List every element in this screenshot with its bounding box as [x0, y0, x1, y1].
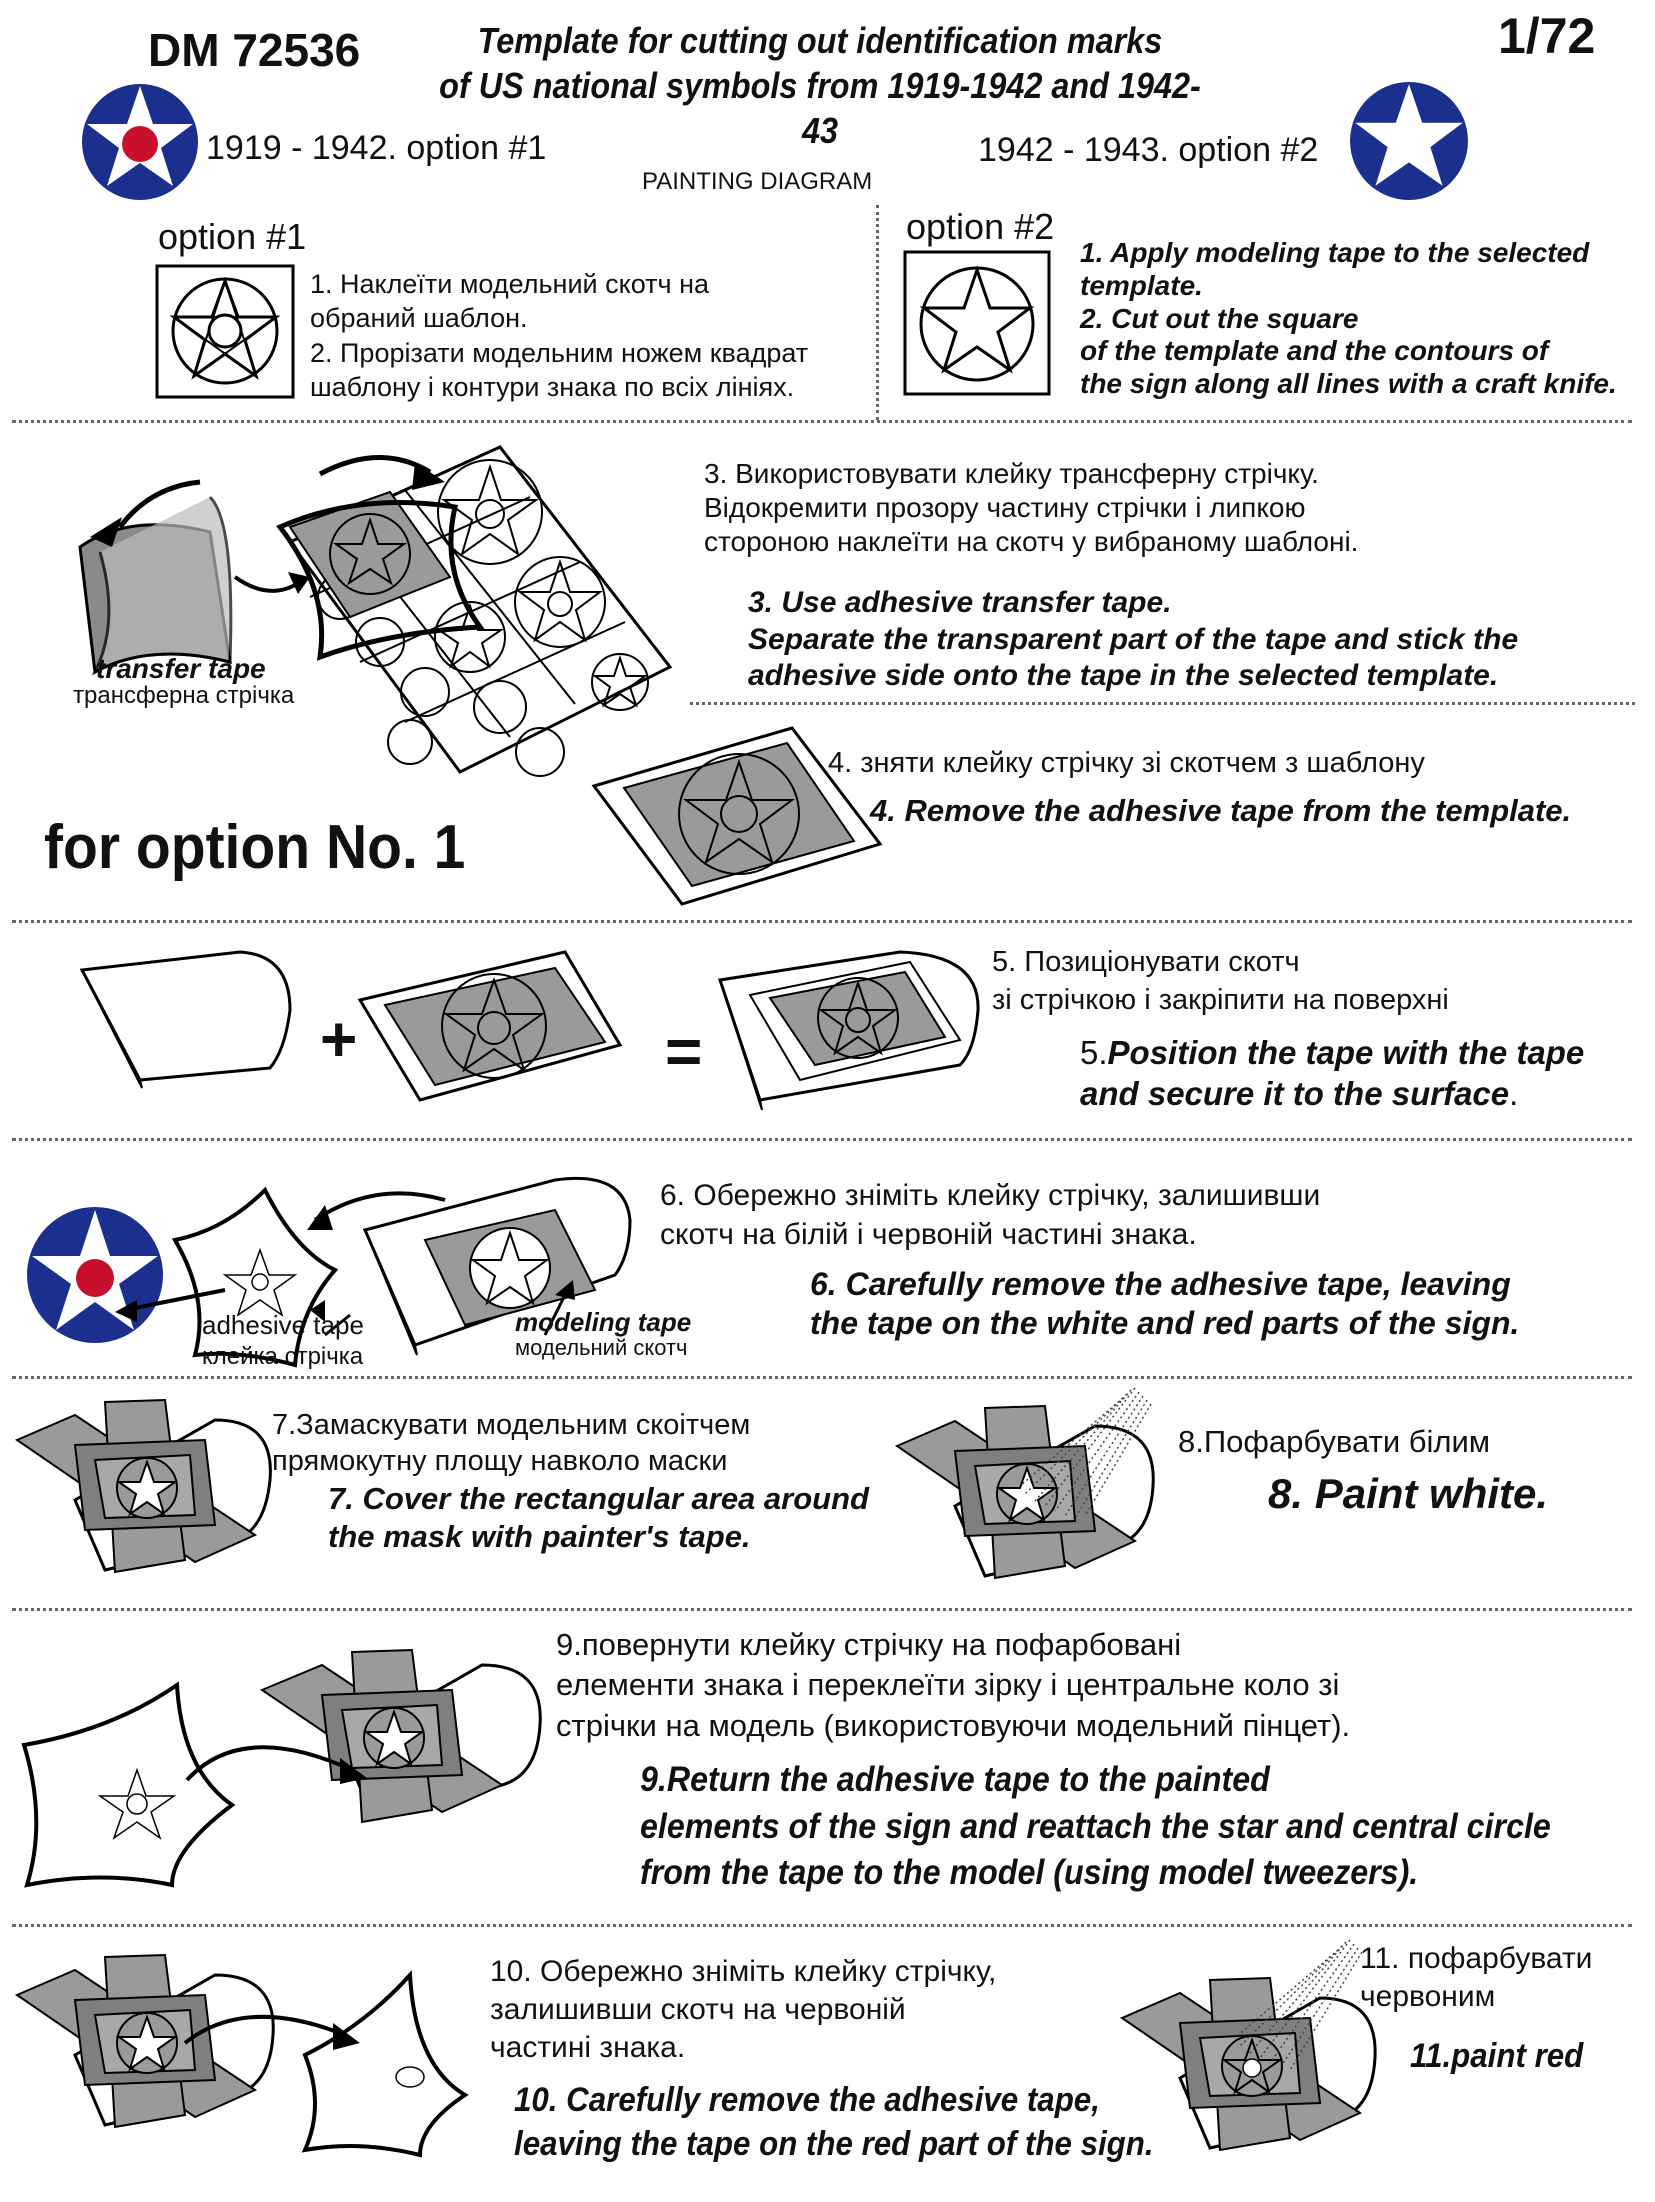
option2-label: 1942 - 1943. option #2 [978, 131, 1319, 169]
step7-en: 7. Cover the rectangular area around the mask with painter's tape. [328, 1481, 869, 1554]
template-star-icon [903, 250, 1051, 396]
step8-en: 8. Paint white. [1268, 1470, 1549, 1517]
template-pentagram-icon [155, 264, 295, 399]
separator [12, 1376, 1632, 1379]
plus-sign: + [320, 1003, 358, 1075]
step4-ua: 4. зняти клейку стрічку зі скотчем з шаблону [828, 747, 1425, 779]
paint-white-diagram [895, 1386, 1165, 1581]
step11-ua: 11. пофарбувати червоним [1360, 1942, 1593, 2013]
masked-wing-diagram-7 [15, 1400, 280, 1575]
adhesive-tape-label-en: adhesive tape [202, 1310, 364, 1340]
step6-ua: 6. Обережно зніміть клейку стрічку, залишивши скотч на білій і червоній частині знака. [660, 1179, 1321, 1251]
position-tape-diagram [80, 950, 980, 1130]
transfer-tape-label-ua: трансферна стрічка [73, 682, 295, 709]
modeling-tape-label-en: modeling tape [515, 1307, 692, 1337]
return-tape-diagram [22, 1650, 542, 1890]
option1-title: option #1 [158, 216, 307, 257]
separator [12, 920, 1632, 923]
step11-en: 11.paint red [1410, 2037, 1584, 2075]
step7-ua: 7.Замаскувати модельним скоітчем прямокутну площу навколо маски [272, 1409, 751, 1478]
separator [690, 702, 1635, 705]
roundel-1942-icon [1348, 80, 1470, 202]
separator [12, 1608, 1632, 1611]
step5-ua: 5. Позиціонувати скотч зі стрічкою і закріпити на поверхні [992, 946, 1449, 1016]
adhesive-tape-label-ua: клейка стрічка [202, 1343, 364, 1370]
transfer-tape-label-en: transfer tape [96, 653, 266, 684]
step9-en: 9.Return the adhesive tape to the painted elements of the sign and reattach the star and central circle from the tape to the model (using model tweezers). [640, 1760, 1551, 1893]
separator [12, 420, 1632, 423]
roundel-1919-icon [80, 82, 200, 202]
option-divider [876, 205, 879, 420]
product-code: DM 72536 [148, 24, 361, 76]
painting-diagram-label: PAINTING DIAGRAM [642, 168, 873, 195]
scale-label: 1/72 [1498, 8, 1596, 64]
step5-en: 5.Position the tape with the tape and secure it to the surface. [1080, 1034, 1585, 1113]
step3-ua: 3. Використовувати клейку трансферну стрічку. Відокремити прозору частину стрічки і липкою стороною наклеїти на скотч у вибраному шаблоні. [704, 458, 1359, 558]
option2-steps: 1. Apply modeling tape to the selected template. 2. Cut out the square of the template and the contours of the sign along all lines with a craft knife. [1080, 237, 1617, 399]
step9-ua: 9.повернути клейку стрічку на пофарбовані елементи знака і переклеїти зірку і центральне коло зі стрічки на модель (використовуючи модельний пінцет). [556, 1627, 1351, 1743]
step10-ua: 10. Обережно зніміть клейку стрічку, залишивши скотч на червоній частині знака. [490, 1955, 997, 2065]
option1-label: 1919 - 1942. option #1 [206, 129, 547, 167]
step3-en: 3. Use adhesive transfer tape. Separate the transparent part of the tape and stick the adhesive side onto the tape in the selected template. [748, 586, 1519, 693]
separator [12, 1138, 1632, 1141]
equals-sign: = [665, 1015, 703, 1087]
modeling-tape-label-ua: модельний скотч [515, 1335, 688, 1360]
step6-en: 6. Carefully remove the adhesive tape, leaving the tape on the white and red parts of the sign. [810, 1266, 1520, 1342]
step10-en: 10. Carefully remove the adhesive tape, leaving the tape on the red part of the sign. [514, 2081, 1154, 2164]
step8-ua: 8.Пофарбувати білим [1178, 1424, 1491, 1459]
paint-red-diagram [1120, 1938, 1380, 2158]
option1-steps: 1. Наклеїти модельний скотч на обраний шаблон. 2. Прорізати модельним ножем квадрат шаблону і контури знака по всіх лініях. [310, 269, 809, 402]
page-title: Template for cutting out identification marks of US national symbols from 1919-1942 and 1942-43 [439, 20, 1201, 151]
for-option-heading: for option No. 1 [44, 813, 466, 882]
option2-title: option #2 [906, 206, 1055, 247]
step4-en: 4. Remove the adhesive tape from the template. [870, 793, 1572, 828]
separator [12, 1924, 1632, 1927]
remove-tape-red-diagram [15, 1955, 485, 2155]
